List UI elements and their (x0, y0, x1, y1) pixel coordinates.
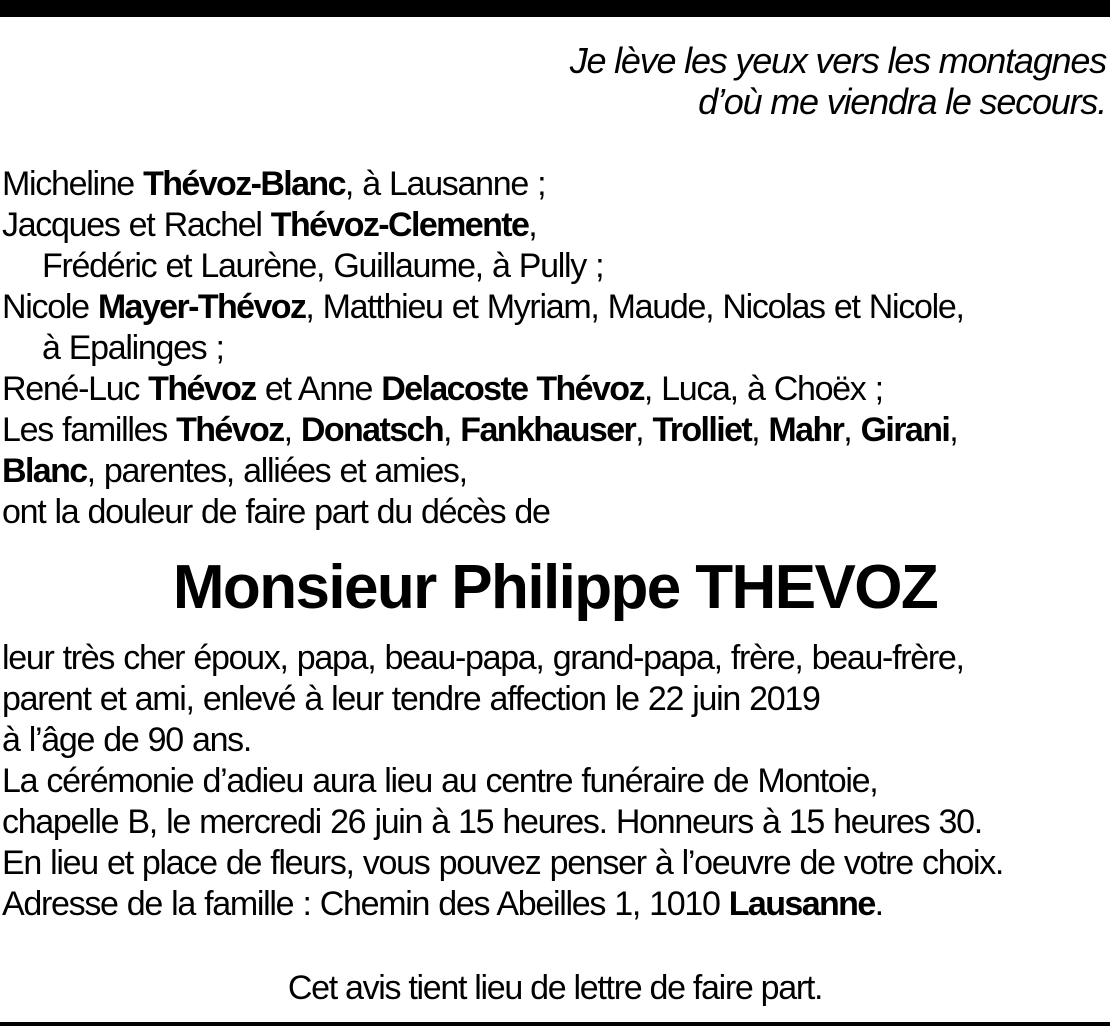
top-rule (0, 0, 1110, 17)
family-name: Blanc (2, 452, 87, 490)
text: , (528, 206, 537, 244)
text: , parentes, alliées et amies, (86, 452, 467, 490)
family-name: Girani (860, 411, 950, 449)
details-line: parent et ami, enlevé à leur tendre affection le 22 juin 2019 (2, 680, 820, 718)
family-line: ont la douleur de faire part du décès de (2, 493, 550, 531)
family-line: Frédéric et Laurène, Guillaume, à Pully ; (42, 247, 604, 285)
details-line: La cérémonie d’adieu aura lieu au centre funéraire de Montoie, (2, 762, 878, 800)
text: Adresse de la famille : Chemin des Abeilles 1, 1010 (2, 885, 729, 923)
bottom-rule (0, 1022, 1110, 1026)
city-name: Lausanne (728, 885, 875, 923)
family-line (2, 410, 1102, 451)
text: Jacques et Rachel (2, 206, 271, 244)
family-name: Thévoz (176, 411, 284, 449)
epigraph (306, 40, 1106, 122)
family-name: Thévoz-Clemente (270, 206, 529, 244)
text: . (874, 885, 883, 923)
family-line (2, 164, 1102, 205)
family-name: Donatsch (300, 411, 443, 449)
details-line: chapelle B, le mercredi 26 juin à 15 heures. Honneurs à 15 heures 30. (2, 803, 982, 841)
epigraph-line: Je lève les yeux vers les montagnes (569, 40, 1106, 81)
epigraph-line: d’où me viendra le secours. (698, 81, 1106, 122)
details-line (2, 884, 1102, 925)
text: , à Lausanne ; (344, 165, 546, 203)
text: , (443, 411, 461, 449)
text: et Anne (255, 370, 382, 408)
text: , (843, 411, 861, 449)
family-list (2, 164, 1102, 533)
details-line: à l’âge de 90 ans. (2, 721, 252, 759)
details-line: leur très cher époux, papa, beau-papa, grand-papa, frère, beau-frère, (2, 639, 964, 677)
text: René-Luc (2, 370, 149, 408)
text: , (283, 411, 301, 449)
family-name: Mahr (768, 411, 844, 449)
family-name: Mayer-Thévoz (97, 288, 306, 326)
closing-note: Cet avis tient lieu de lettre de faire part. (287, 969, 823, 1007)
family-line (2, 451, 1102, 492)
family-line (2, 287, 1102, 328)
text: Les familles (2, 411, 177, 449)
family-name: Delacoste Thévoz (381, 370, 644, 408)
text: Nicole (2, 288, 98, 326)
family-line: à Epalinges ; (42, 329, 224, 367)
text: , Matthieu et Myriam, Maude, Nicolas et Nicole, (305, 288, 964, 326)
family-name: Trolliet (652, 411, 752, 449)
deceased-name: Monsieur Philippe THEVOZ (172, 553, 938, 622)
details (2, 638, 1102, 925)
family-name: Thévoz (148, 370, 256, 408)
family-line (2, 205, 1102, 246)
text: , (949, 411, 958, 449)
family-name: Thévoz-Blanc (143, 165, 345, 203)
text: , Luca, à Choëx ; (643, 370, 883, 408)
text: , (751, 411, 769, 449)
text: Micheline (2, 165, 144, 203)
family-line (2, 369, 1102, 410)
family-name: Fankhauser (460, 411, 636, 449)
details-line: En lieu et place de fleurs, vous pouvez penser à l’oeuvre de votre choix. (2, 844, 1004, 882)
text: , (635, 411, 653, 449)
